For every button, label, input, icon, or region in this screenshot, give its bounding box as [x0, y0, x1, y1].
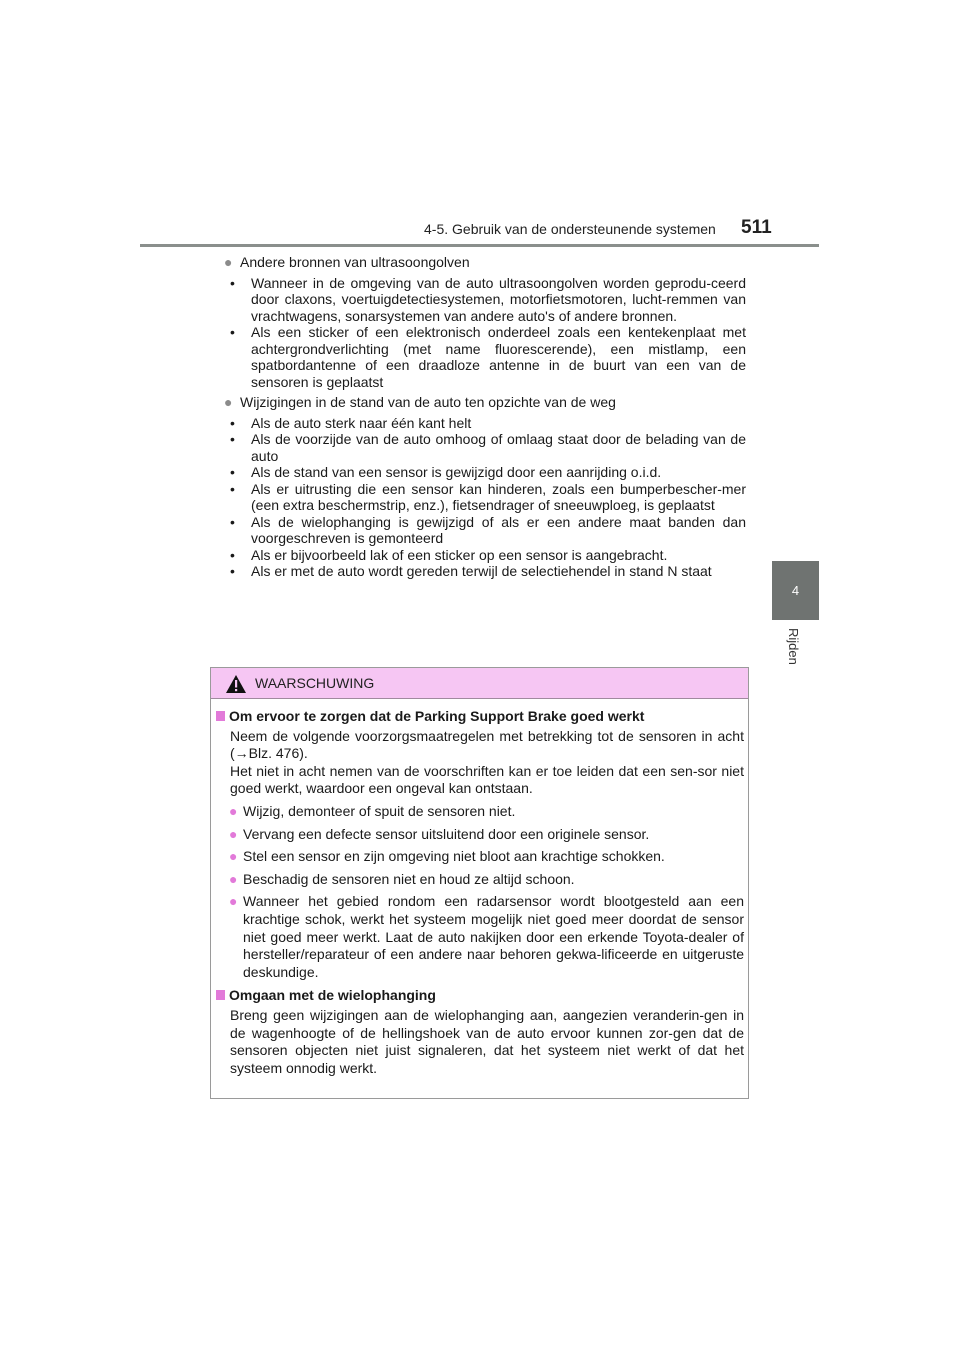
warning-body [216, 708, 744, 1077]
list-item-text: Wanneer in de omgeving van de auto ultrasoongolven worden geprodu-ceerd door claxons, voertuigdetectiesystemen, motorfietsmotoren, lucht-remmen van vrachtwagens, sonarsystemen van andere auto's of andere bronnen. [251, 274, 746, 324]
list-item [224, 547, 746, 564]
list-item-text: Als er uitrusting die een sensor kan hinderen, zoals een bumperbescher-mer (een extra beschermstrip, enz.), fietsendrager of sneeuwploeg, is geplaatst [251, 480, 746, 513]
warning-section-heading [216, 987, 744, 1005]
bullet-marker-icon: • [230, 274, 235, 291]
bullet-marker-icon: • [230, 464, 235, 480]
bullet-marker-icon: • [230, 414, 235, 431]
chapter-tab-number: 4 [791, 583, 800, 598]
warning-bullet-text: Wijzig, demonteer of spuit de sensoren niet. [243, 802, 516, 819]
bullet-dot-icon: ● [229, 870, 238, 887]
bullet-dot-icon: ● [229, 825, 238, 842]
sublist [224, 275, 746, 391]
bullet-group [224, 394, 746, 411]
warning-section-text: Breng geen wijzigingen aan de wielophanging aan, aangezien veranderin-gen in de wagenhoogte of de hellingshoek van de auto ervoor kunnen zor-gen dat de sensoren objecten niet juist signaleren, dat het systeem niet werkt of dat het systeem onnodig werkt. [230, 1006, 744, 1076]
warning-section-title: Om ervoor te zorgen dat de Parking Support Brake goed werkt [229, 708, 645, 724]
warning-section-title: Omgaan met de wielophanging [229, 987, 436, 1004]
chapter-tab[interactable] [772, 561, 819, 620]
header-section-title: 4-5. Gebruik van de ondersteunende systemen [424, 221, 716, 237]
square-marker-icon [216, 990, 225, 1000]
bullet-marker-icon: • [230, 480, 235, 497]
bullet-dot-icon: ● [229, 893, 238, 910]
list-item [224, 464, 746, 481]
list-item [224, 324, 746, 390]
chapter-tab-label: Rijden [786, 628, 801, 665]
warning-bullet [216, 848, 744, 866]
bullet-marker-icon: • [230, 546, 235, 563]
list-item [224, 415, 746, 432]
bullet-dot-icon: ● [224, 254, 233, 270]
page-number: 511 [741, 217, 772, 238]
list-item [224, 481, 746, 514]
bullet-group-title: Wijzigingen in de stand van de auto ten opzichte van de weg [240, 394, 616, 410]
warning-bullet-text: Stel een sensor en zijn omgeving niet bloot aan krachtige schokken. [243, 848, 665, 865]
bullet-marker-icon: • [230, 431, 235, 447]
list-item [224, 431, 746, 464]
warning-bullet [216, 871, 744, 889]
warning-label: WAARSCHUWING [255, 675, 375, 691]
bullet-group [224, 254, 746, 271]
header-divider [140, 244, 819, 247]
list-item-text: Als een sticker of een elektronisch onderdeel zoals een kentekenplaat met achtergrondverlichting (met name fluorescerende), een mistlamp, een spatbordantenne of een draadloze antenne in de buurt van een van de sensoren is geplaatst [251, 324, 746, 390]
bullet-dot-icon: ● [229, 848, 238, 865]
square-marker-icon [216, 711, 225, 721]
bullet-dot-icon: ● [229, 802, 238, 819]
list-item [224, 514, 746, 547]
warning-box [210, 667, 749, 1099]
warning-section-text: Neem de volgende voorzorgsmaatregelen met betrekking tot de sensoren in acht (→Blz. 476). [230, 727, 744, 762]
list-item-text: Als de voorzijde van de auto omhoog of omlaag staat door de belading van de auto [251, 431, 746, 464]
warning-bullet-text: Vervang een defecte sensor uitsluitend door een originele sensor. [243, 825, 650, 842]
warning-bullet-text: Beschadig de sensoren niet en houd ze altijd schoon. [243, 870, 575, 887]
list-item-text: Als de auto sterk naar één kant helt [251, 414, 472, 431]
warning-bullet-text: Wanneer het gebied rondom een radarsensor wordt blootgesteld aan een krachtige schok, werkt het systeem mogelijk niet goed meer doordat de sensor niet goed meer werkt. Laat de auto nakijken door een erkende Toyota-dealer of hersteller/reparateur of een andere naar behoren gekwa-lificeerde en uitgeruste deskundige. [243, 893, 744, 980]
bullet-group-title: Andere bronnen van ultrasoongolven [240, 254, 470, 270]
warning-bullet [216, 893, 744, 981]
sublist [224, 415, 746, 580]
list-item-text: Als de stand van een sensor is gewijzigd door een aanrijding o.i.d. [251, 464, 662, 480]
list-item [224, 275, 746, 325]
warning-bullet [216, 826, 744, 844]
bullet-marker-icon: • [230, 563, 235, 579]
bullet-dot-icon: ● [224, 394, 233, 410]
bullet-marker-icon: • [230, 324, 235, 340]
main-content [224, 254, 746, 584]
warning-section-heading [216, 708, 744, 726]
warning-triangle-icon [225, 674, 247, 694]
warning-header [211, 668, 748, 699]
warning-section-text: Het niet in acht nemen van de voorschriften kan er toe leiden dat een sen-sor niet goed werkt, waardoor een ongeval kan ontstaan. [230, 762, 744, 797]
list-item [224, 563, 746, 580]
list-item-text: Als er met de auto wordt gereden terwijl de selectiehendel in stand N staat [251, 563, 712, 579]
list-item-text: Als de wielophanging is gewijzigd of als er een andere maat banden dan voorgeschreven is gemonteerd [251, 513, 746, 546]
bullet-marker-icon: • [230, 513, 235, 530]
warning-bullet [216, 803, 744, 821]
list-item-text: Als er bijvoorbeeld lak of een sticker op een sensor is aangebracht. [251, 546, 668, 563]
